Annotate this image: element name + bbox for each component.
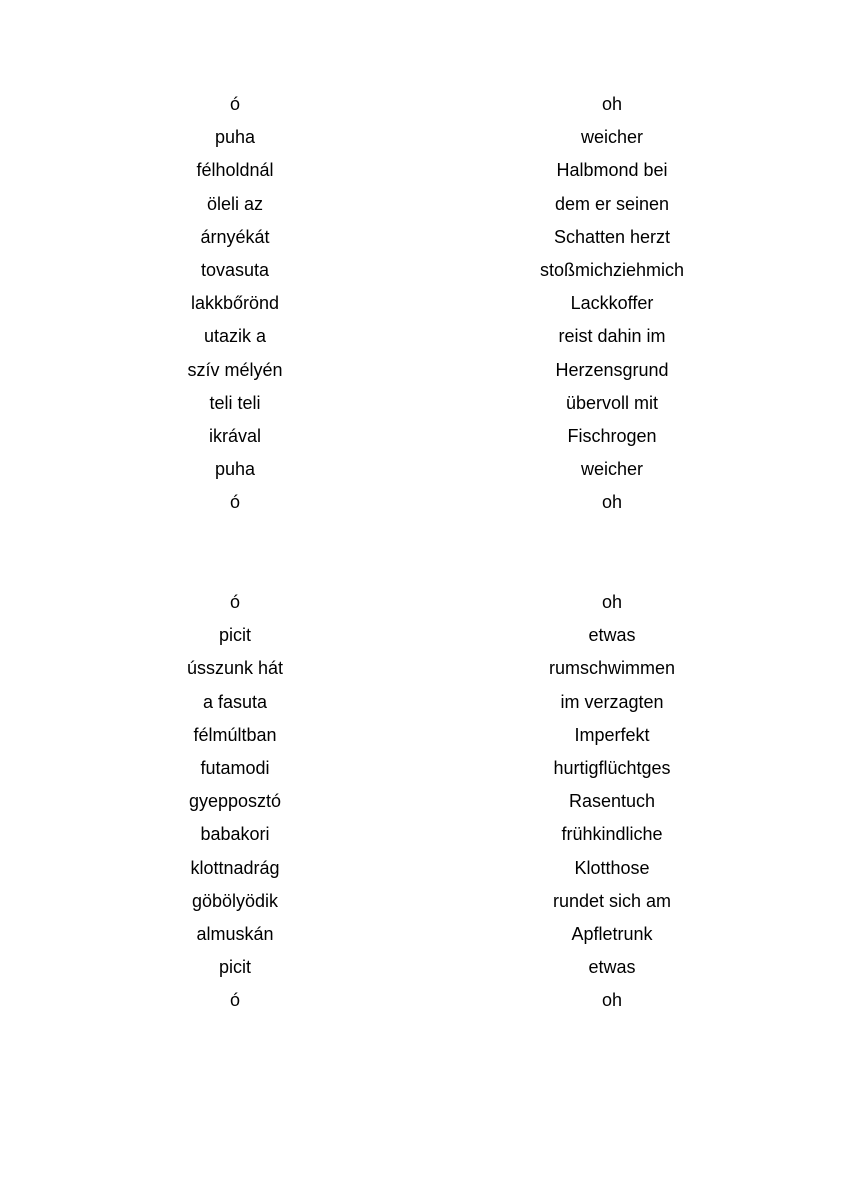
- german-line: Schatten herzt: [553, 226, 671, 247]
- german-line: weicher: [580, 459, 644, 480]
- hungarian-line: klottnadrág: [190, 857, 280, 878]
- poem-line: [0, 188, 848, 221]
- hungarian-line: göbölyödik: [191, 890, 279, 911]
- poem-line: [0, 918, 848, 951]
- poem-line: [0, 221, 848, 254]
- poem-line: [0, 154, 848, 187]
- hungarian-line: félholdnál: [196, 160, 274, 181]
- poem-line: [0, 387, 848, 420]
- german-line: Imperfekt: [574, 724, 650, 745]
- hungarian-line: picit: [218, 957, 252, 978]
- hungarian-line: puha: [214, 127, 256, 148]
- poem-2: [0, 586, 848, 1017]
- poem-line: [0, 254, 848, 287]
- german-line: rumschwimmen: [548, 658, 676, 679]
- poem-line: [0, 453, 848, 486]
- german-line: Lackkoffer: [570, 293, 654, 314]
- poem-line: [0, 652, 848, 685]
- hungarian-line: ó: [229, 492, 241, 513]
- german-line: frühkindliche: [561, 824, 663, 845]
- poem-line: [0, 287, 848, 320]
- german-line: Halbmond bei: [556, 160, 668, 181]
- poem-line: [0, 984, 848, 1017]
- poem-line: [0, 852, 848, 885]
- hungarian-line: teli teli: [209, 392, 261, 413]
- poem-line: [0, 951, 848, 984]
- german-line: oh: [601, 492, 623, 513]
- hungarian-line: almuskán: [196, 923, 274, 944]
- hungarian-line: a fasuta: [202, 691, 268, 712]
- german-line: Rasentuch: [568, 791, 656, 812]
- poem-line: [0, 320, 848, 353]
- poem-line: [0, 586, 848, 619]
- poem-line: [0, 686, 848, 719]
- poem-line: [0, 121, 848, 154]
- hungarian-line: ó: [229, 592, 241, 612]
- hungarian-line: futamodi: [200, 757, 270, 778]
- german-line: übervoll mit: [565, 392, 659, 413]
- hungarian-line: ó: [229, 990, 241, 1011]
- hungarian-line: tovasuta: [200, 259, 270, 280]
- german-line: reist dahin im: [558, 326, 666, 347]
- hungarian-line: árnyékát: [200, 226, 270, 247]
- poem-line: [0, 486, 848, 519]
- hungarian-line: lakkbőrönd: [190, 293, 280, 314]
- poem-line: [0, 885, 848, 918]
- german-line: stoßmichziehmich: [539, 259, 685, 280]
- hungarian-line: utazik a: [203, 326, 267, 347]
- german-line: Fischrogen: [567, 425, 657, 446]
- german-line: Klotthose: [574, 857, 650, 878]
- german-line: im verzagten: [560, 691, 664, 712]
- hungarian-line: szív mélyén: [187, 359, 283, 380]
- german-line: oh: [601, 592, 623, 612]
- german-line: weicher: [580, 127, 644, 148]
- poem-line: [0, 719, 848, 752]
- german-line: rundet sich am: [552, 890, 672, 911]
- hungarian-line: babakori: [200, 824, 270, 845]
- hungarian-line: öleli az: [206, 193, 264, 214]
- hungarian-line: gyepposztó: [188, 791, 282, 812]
- german-line: etwas: [588, 957, 636, 978]
- poem-line: [0, 752, 848, 785]
- poem-line: [0, 88, 848, 121]
- poem-line: [0, 785, 848, 818]
- poem-line: [0, 818, 848, 851]
- hungarian-line: ikrával: [208, 425, 262, 446]
- german-line: oh: [601, 94, 623, 114]
- poem-line: [0, 619, 848, 652]
- german-line: Apfletrunk: [571, 923, 653, 944]
- german-line: hurtigflüchtges: [553, 757, 671, 778]
- poem-line: [0, 354, 848, 387]
- poem-line: [0, 420, 848, 453]
- german-line: Herzensgrund: [555, 359, 669, 380]
- hungarian-line: ússzunk hát: [186, 658, 284, 679]
- hungarian-line: picit: [218, 625, 252, 646]
- german-line: oh: [601, 990, 623, 1011]
- poem-1: [0, 88, 848, 519]
- german-line: dem er seinen: [554, 193, 670, 214]
- hungarian-line: félmúltban: [193, 724, 277, 745]
- hungarian-line: puha: [214, 459, 256, 480]
- hungarian-line: ó: [229, 94, 241, 114]
- german-line: etwas: [588, 625, 636, 646]
